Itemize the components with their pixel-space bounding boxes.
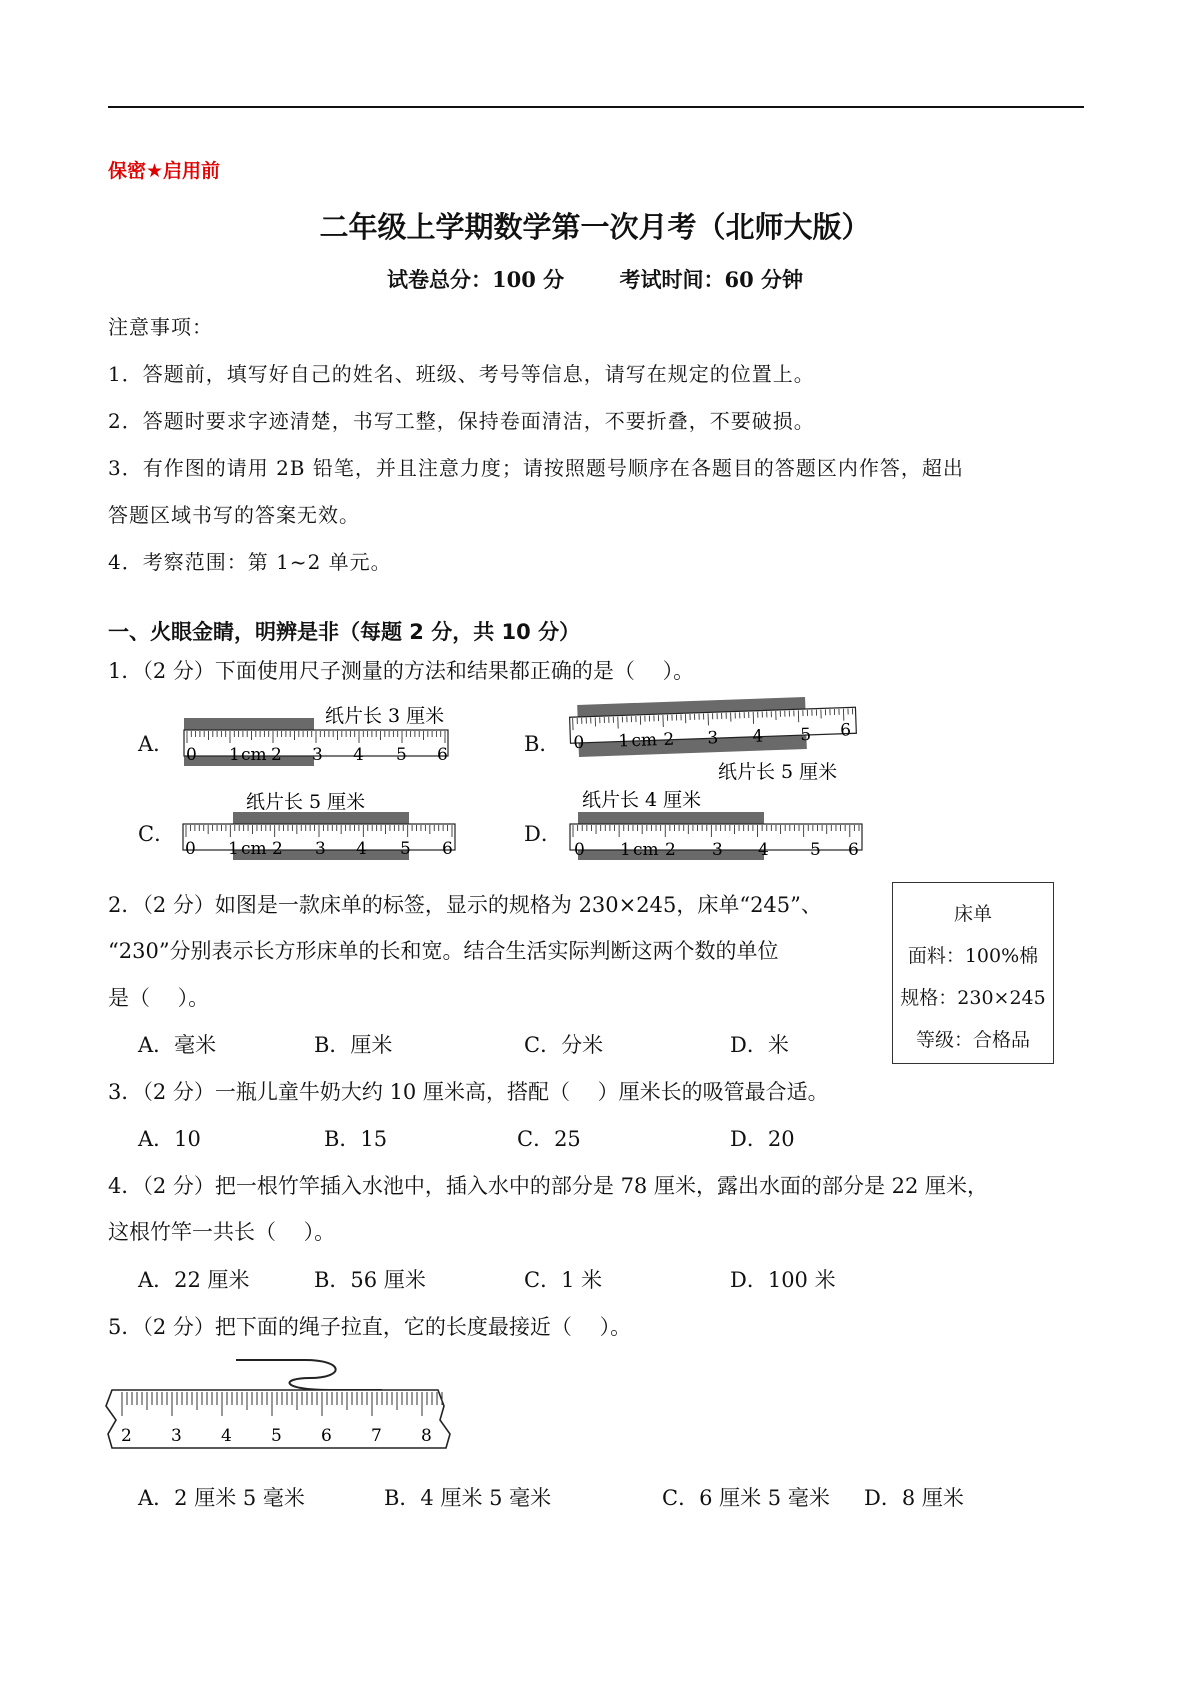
ruler-num: 3 [712,840,723,860]
paper-strip-a [184,718,314,730]
question-4-line: 这根竹竿一共长（ ）。 [108,1220,336,1244]
ruler-unit: cm [631,730,658,752]
question-5-text: 5．（2 分）把下面的绳子拉直，它的长度最接近（ ）。 [108,1315,632,1339]
paper-strip-d [578,812,764,824]
q1-option-c-label: C． [138,822,176,846]
caption-a: 纸片长 3 厘米 [325,705,445,727]
ruler-a [184,705,448,766]
q4-option-a: A．22 厘米 [138,1268,250,1292]
rope [236,1360,382,1390]
q5-option-a: A．2 厘米 5 毫米 [138,1486,305,1510]
ruler-num: 5 [810,840,821,860]
ruler-num: 6 [321,1426,332,1446]
ruler-c [183,791,455,860]
ruler-num: 5 [396,745,407,765]
ruler-num: 6 [839,720,852,741]
q4-option-c: C．1 米 [524,1268,603,1292]
ruler-num: 6 [442,839,453,859]
question-2-line: “230”分别表示长方形床单的长和宽。结合生活实际判断这两个数的单位 [108,939,779,963]
ruler-d [570,789,862,860]
bedsheet-label-title: 床单 [953,903,992,925]
paper-strip-c [233,812,409,824]
notes-heading: 注意事项： [108,315,213,339]
note-item: 1．答题前，填写好自己的姓名、班级、考号等信息，请写在规定的位置上。 [108,362,815,386]
ruler-num: 0 [574,840,585,860]
bedsheet-label-box [892,882,1054,1064]
q5-option-d: D．8 厘米 [864,1486,964,1510]
secret-label: 保密★启用前 [108,160,221,182]
question-2-line: 2．（2 分）如图是一款床单的标签，显示的规格为 230×245，床单“245”、 [108,893,822,917]
question-2-line: 是（ ）。 [108,986,210,1010]
ruler-num: 2 [121,1426,132,1446]
bedsheet-label-spec: 规格：230×245 [900,987,1046,1009]
bedsheet-label-grade: 等级：合格品 [915,1029,1030,1051]
q4-option-d: D．100 米 [730,1268,836,1292]
ruler-num: 2 [663,729,675,750]
q1-option-a-label: A． [138,732,175,756]
ruler-num: 2 [271,745,282,765]
ruler-num: 4 [221,1426,232,1446]
ruler-num: 0 [573,732,585,754]
ruler-num: 1 [228,839,239,859]
q2-option-d: D．米 [730,1033,789,1057]
ruler-num: 6 [437,745,448,765]
ruler-num: 7 [371,1426,382,1446]
exam-time: 考试时间：60 分钟 [619,267,803,292]
ruler-num: 1 [620,840,631,860]
caption-b: 纸片长 5 厘米 [718,761,838,783]
ruler-num: 5 [800,724,812,746]
ruler-num: 0 [186,745,197,765]
ruler-num: 1 [618,731,630,752]
q3-option-c: C．25 [517,1127,581,1151]
caption-c: 纸片长 5 厘米 [246,791,366,813]
ruler-num: 2 [272,839,283,859]
ruler-unit: cm [241,745,267,765]
note-item: 3．有作图的请用 2B 铅笔，并且注意力度；请按照题号顺序在各题目的答题区内作答，超出 [108,456,964,480]
ruler-num: 5 [400,839,411,859]
section-heading: 一、火眼金睛，明辨是非（每题 2 分，共 10 分） [108,620,581,644]
ruler-num: 4 [356,839,367,859]
ruler-unit: cm [241,839,267,859]
ruler-num: 5 [271,1426,282,1446]
caption-d: 纸片长 4 厘米 [582,789,702,811]
ruler-num: 4 [752,726,764,747]
note-item: 4．考察范围：第 1~2 单元。 [108,550,392,574]
total-score: 试卷总分：100 分 [386,267,565,292]
note-item: 答题区域书写的答案无效。 [108,503,360,527]
q3-option-d: D．20 [730,1127,795,1151]
ruler-num: 3 [315,839,326,859]
ruler-num: 3 [707,728,719,749]
q2-option-b: B．厘米 [314,1033,393,1057]
q3-option-a: A．10 [138,1127,201,1151]
ruler-num: 3 [312,745,323,765]
q4-option-b: B．56 厘米 [314,1268,426,1292]
ruler-num: 2 [665,840,676,860]
exam-title: 二年级上学期数学第一次月考（北师大版） [319,210,871,244]
q2-option-a: A．毫米 [138,1033,217,1057]
ruler-num: 0 [185,839,196,859]
ruler-num: 3 [171,1426,182,1446]
question-3-text: 3．（2 分）一瓶儿童牛奶大约 10 厘米高，搭配（ ）厘米长的吸管最合适。 [108,1080,829,1104]
ruler-num: 1 [229,745,240,765]
q3-option-b: B．15 [324,1127,388,1151]
ruler-num: 4 [353,745,364,765]
q5-option-b: B．4 厘米 5 毫米 [384,1486,552,1510]
question-4-line: 4．（2 分）把一根竹竿插入水池中，插入水中的部分是 78 厘米，露出水面的部分是 22 厘米， [108,1174,989,1198]
q1-option-d-label: D． [524,822,562,846]
bedsheet-label-fabric: 面料：100%棉 [907,945,1039,967]
note-item: 2．答题时要求字迹清楚，书写工整，保持卷面清洁，不要折叠，不要破损。 [108,409,815,433]
q1-option-b-label: B． [524,732,561,756]
rope-ruler-figure [100,1348,500,1458]
q5-option-c: C．6 厘米 5 毫米 [662,1486,830,1510]
ruler-num: 6 [848,840,859,860]
ruler-num: 4 [758,840,769,860]
ruler-unit: cm [633,840,659,860]
ruler-b [569,695,857,757]
q2-option-c: C．分米 [524,1033,604,1057]
ruler-num: 8 [421,1426,432,1446]
question-1-text: 1．（2 分）下面使用尺子测量的方法和结果都正确的是（ ）。 [108,659,695,683]
